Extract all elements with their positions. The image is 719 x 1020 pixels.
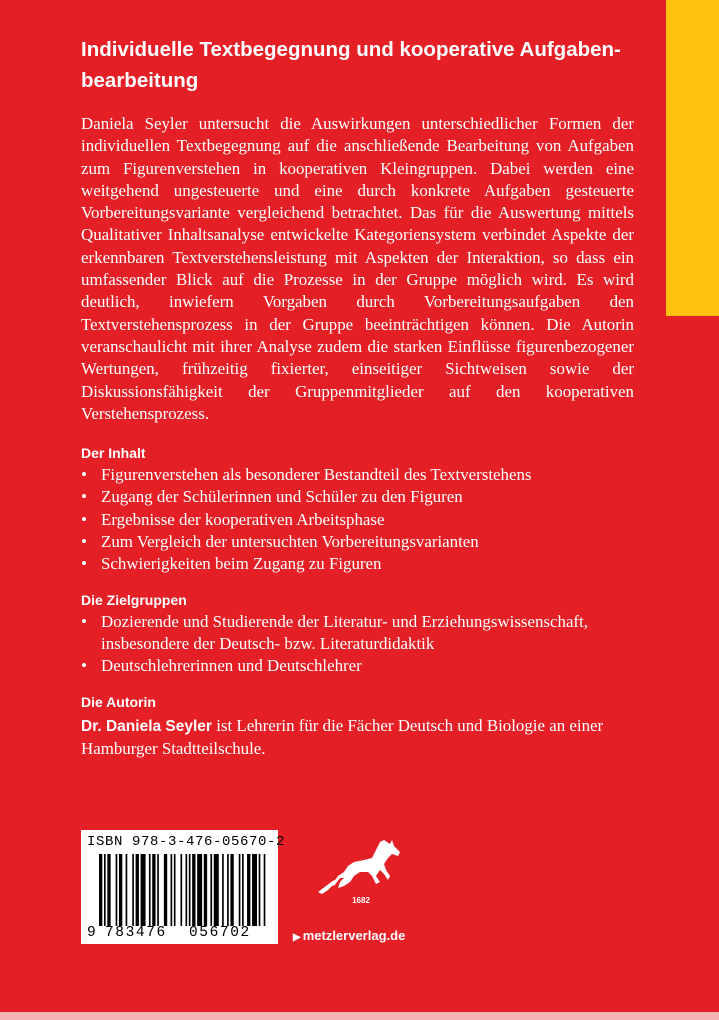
barcode-box — [81, 830, 286, 944]
barcode-bar — [239, 854, 241, 926]
author-bio-text: ist Lehrerin für die Fächer Deutsch und Biologie an einer Hamburger Stadtteilschule. — [81, 715, 604, 758]
barcode-bar — [136, 854, 139, 926]
barcode-bar — [126, 854, 128, 926]
logo-year: 1682 — [352, 896, 370, 905]
barcode-bar — [197, 854, 202, 926]
barcode-bar — [171, 854, 173, 926]
publisher-url: metzlerverlag.de — [302, 928, 406, 943]
list-item — [81, 611, 634, 656]
barcode-bar — [230, 854, 233, 926]
barcode-bar — [141, 854, 146, 926]
barcode-bar — [152, 854, 155, 926]
barcode-bar — [157, 854, 159, 926]
bullet-icon: • — [81, 532, 87, 552]
inhalt-list — [81, 464, 634, 575]
list-item — [81, 553, 634, 575]
section-heading-inhalt: Der Inhalt — [81, 445, 146, 462]
bottom-stripe — [0, 1012, 719, 1020]
book-title: Individuelle Textbegegnung und kooperative Aufgaben-bearbeitung — [81, 38, 621, 92]
back-cover-content — [81, 34, 634, 760]
section-autorin — [81, 692, 634, 761]
barcode-bar — [181, 854, 183, 926]
list-item — [81, 486, 634, 508]
barcode-bar — [186, 854, 188, 926]
ean-first-digit: 9 — [87, 925, 98, 941]
barcode-bar — [210, 854, 212, 926]
list-item — [81, 531, 634, 553]
list-item-text: Deutschlehrerinnen und Deutschlehrer — [101, 656, 362, 676]
bullet-icon: • — [81, 611, 87, 631]
bullet-icon: • — [81, 554, 87, 574]
section-inhalt — [81, 443, 634, 575]
section-zielgruppen — [81, 590, 634, 678]
list-item — [81, 464, 634, 486]
ean-left-digits: 783476 — [105, 925, 167, 941]
barcode-bar — [116, 854, 118, 926]
barcode-bar — [227, 854, 229, 926]
list-item — [81, 655, 634, 677]
barcode-bar — [204, 854, 207, 926]
barcode-bar — [99, 854, 102, 926]
list-item-text: Figurenverstehen als besonderer Bestandteil des Textverstehens — [101, 465, 532, 485]
accent-stripe — [666, 0, 719, 316]
ean-right-digits: 056702 — [189, 925, 251, 941]
bullet-icon: • — [81, 509, 87, 529]
publisher-link[interactable] — [293, 928, 405, 943]
bullet-icon: • — [81, 487, 87, 507]
author-bio — [81, 715, 634, 761]
barcode-bar — [259, 854, 261, 926]
list-item-text: Dozierende und Studierende der Literatur- und Erziehungswissenschaft, insbesondere der Deutsch- bzw. Literaturdidaktik — [101, 611, 588, 653]
barcode-bar — [247, 854, 250, 926]
list-item-text: Schwierigkeiten beim Zugang zu Figuren — [101, 554, 382, 574]
barcode-bar — [107, 854, 110, 926]
zielgruppen-list — [81, 611, 634, 678]
section-heading-zielgruppen: Die Zielgruppen — [81, 591, 187, 608]
blurb-text: Daniela Seyler untersucht die Auswirkungen unterschiedlicher Formen der individuellen Textbegegnung auf die anschließende Bearbeitung von Aufgaben zum Figurenverstehen in kooperativen Kleingruppen. Dabei werden eine weitgehend ungesteuerte und eine durch konkrete Aufgaben gesteuerte Vorbereitungsvariante vergleichend betrachtet. Das für die Auswertung mittels Qualitativer Inhaltsanalyse entwickelte Kategoriensystem verbindet Aspekte der erkennbaren Textverstehensleistung mit Aspekten der Interaktion, so dass ein umfassender Blick auf die Prozesse in der Gruppe möglich wird. Es wird deutlich, inwiefern Vorgaben durch Vorbereitungsaufgaben den Textverstehensprozess in der Gruppe beeinträchtigen können. Die Autorin veranschaulicht mit ihrer Analyse zudem die starken Einflüsse figurenbezogener Wertungen, frühzeitig fixierter, einseitiger Sichtweisen sowie der Diskussionsfähigkeit der Gruppenmitglieder auf den kooperativen Verstehensprozess. — [81, 114, 634, 423]
barcode-bar — [264, 854, 266, 926]
list-item-text: Zum Vergleich der untersuchten Vorbereitungsvarianten — [101, 532, 479, 552]
list-item-text: Zugang der Schülerinnen und Schüler zu den Figuren — [101, 487, 463, 507]
barcode-bar — [164, 854, 167, 926]
barcode-bar — [242, 854, 244, 926]
barcode-bar — [192, 854, 195, 926]
barcode-bar — [149, 854, 151, 926]
barcode-bar — [174, 854, 176, 926]
horse-icon — [314, 836, 408, 896]
author-name: Dr. Daniela Seyler — [81, 717, 212, 735]
barcode-bar — [222, 854, 224, 926]
bullet-icon: • — [81, 656, 87, 676]
barcode-bar — [132, 854, 134, 926]
barcode-bar — [104, 854, 106, 926]
barcode-bar — [214, 854, 219, 926]
list-item — [81, 509, 634, 531]
barcode-bar — [119, 854, 122, 926]
barcode-bar — [189, 854, 191, 926]
barcode-bar — [252, 854, 257, 926]
list-item-text: Ergebnisse der kooperativen Arbeitsphase — [101, 509, 385, 529]
bullet-icon: • — [81, 465, 87, 485]
barcode-icon — [99, 854, 267, 926]
section-heading-autorin: Die Autorin — [81, 693, 156, 710]
isbn-label: ISBN 978-3-476-05670-2 — [87, 834, 286, 850]
arrow-icon: ▶ — [293, 932, 301, 943]
